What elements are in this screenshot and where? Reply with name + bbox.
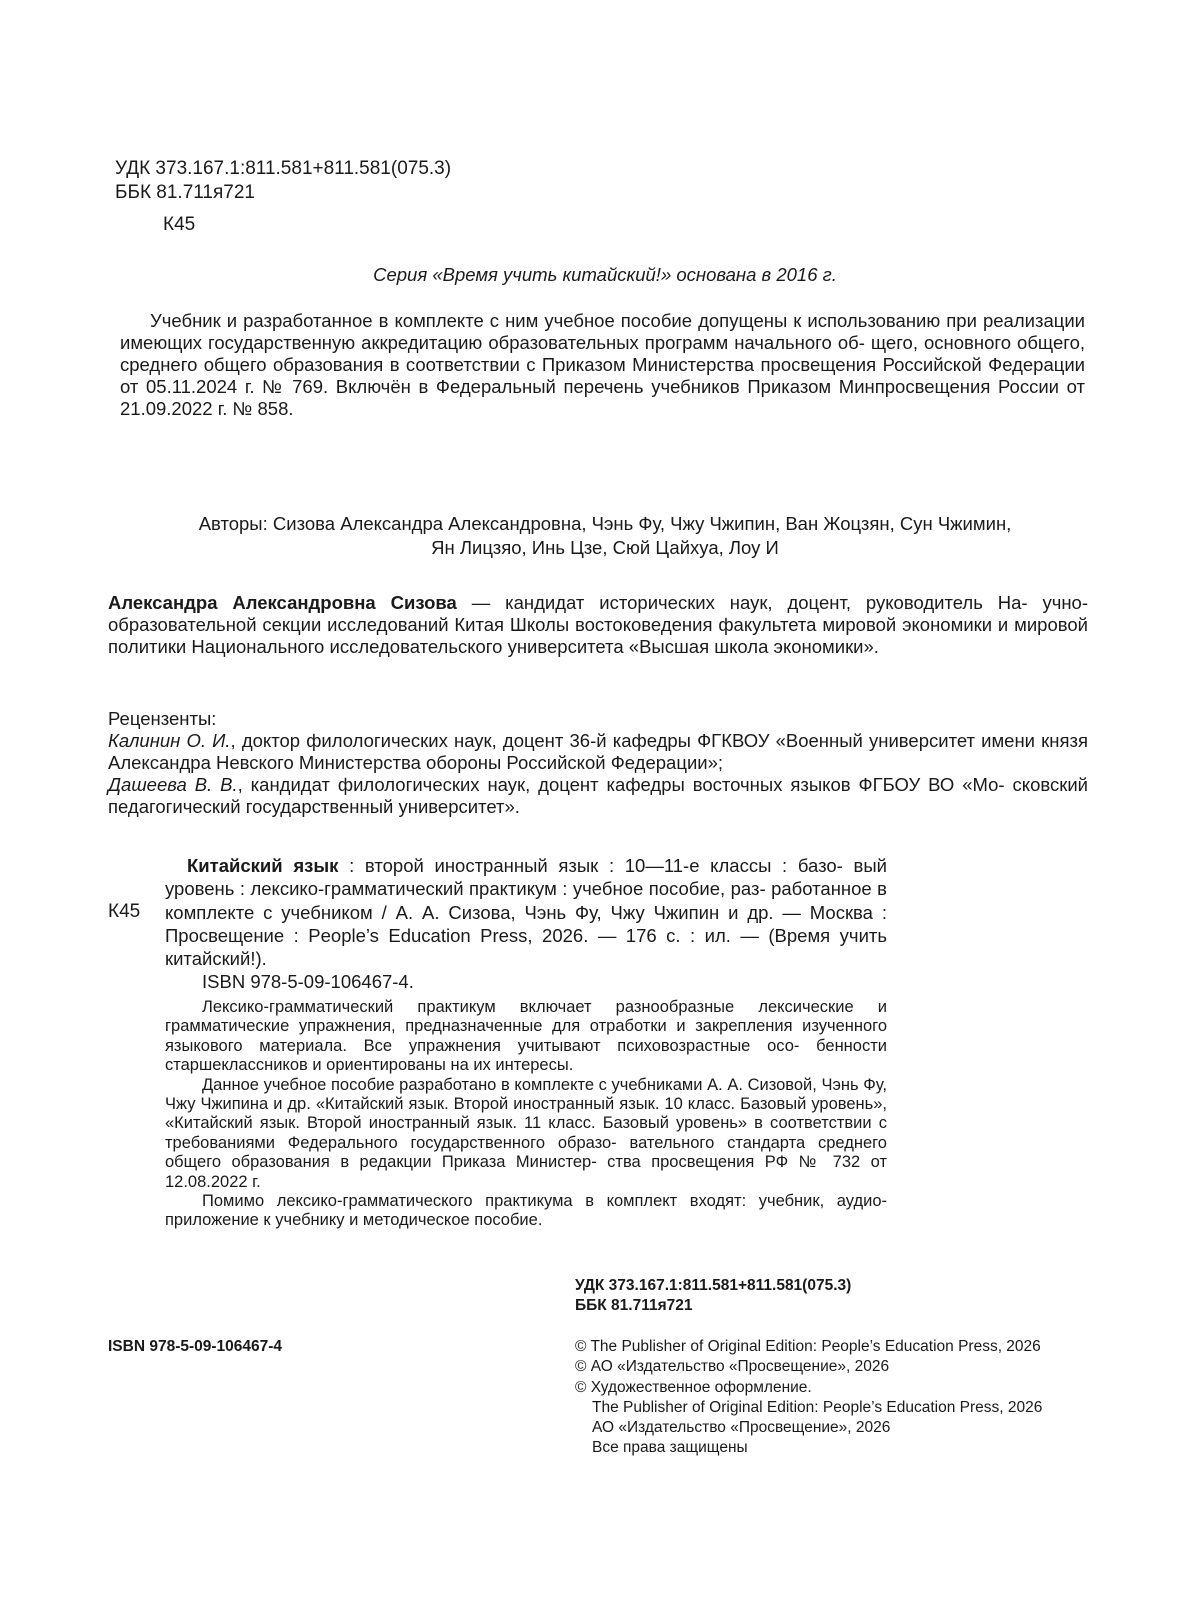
annotation-paragraph: Лексико-грамматический практикум включает разнообразные лексические и грамматические упражнения, предназначенные для отработки и закрепления изученного языкового материала. Все упражнения учитывают психовозрастные осо- бенности старшеклассников и ориентированы на их интересы. [165, 998, 887, 1075]
reviewers-heading: Рецензенты: [108, 708, 217, 729]
reviewer-1: Калинин О. И., доктор филологических наук, доцент 36-й кафедры ФГКВОУ «Военный университет имени князя Александра Невского Министерства обороны Российской Федерации»; [108, 730, 1088, 773]
approval-paragraph: Учебник и разработанное в комплекте с ним учебное пособие допущены к использованию при реализации имеющих государственную аккредитацию образовательных программ начального об- щего, основного общего, среднего общего образования в соответствии с Приказом Министерства просвещения Российской Федерации от 05.11.2024 г. № 769. Включён в Федеральный перечень учебников Приказом Минпросвещения России от 21.09.2022 г. № 858. [120, 310, 1086, 419]
footer-classification [575, 1276, 851, 1316]
annotation [165, 998, 887, 1231]
annotation-paragraph: Помимо лексико-грамматического практикума в комплект входят: учебник, аудио- приложение к учебнику и методическое пособие. [165, 1192, 887, 1230]
book-title: Китайский язык [187, 855, 339, 876]
classification-block [115, 157, 451, 237]
reviewers-block [108, 708, 1088, 818]
footer-udk: УДК 373.167.1:811.581+811.581(075.3) [575, 1277, 852, 1294]
series-note: Серия «Время учить китайский!» основана в 2016 г. [373, 264, 837, 285]
bbk-code: ББК 81.711я721 [115, 182, 255, 203]
authors-list: Авторы: Сизова Александра Александровна, Чэнь Фу, Чжу Чжипин, Ван Жоцзян, Сун Чжимин, Ян Лицзяо, Инь Цзе, Сюй Цайхуа, Лоу И [198, 513, 1012, 558]
footer-bbk: ББК 81.711я721 [575, 1297, 693, 1314]
author-bio: Александра Александровна Сизова — кандидат исторических наук, доцент, руководитель На- учно-образовательной секции исследований Китая Школы востоковедения факультета мировой экономики и мировой политики Национального исследовательского университета «Высшая школа экономики». [108, 592, 1089, 657]
udk-code: УДК 373.167.1:811.581+811.581(075.3) [115, 158, 452, 179]
bibliographic-record: Китайский язык : второй иностранный язык : 10—11-е классы : базо- вый уровень : лексико-грамматический практикум : учебное пособие, раз- работанное в комплекте с учебником / А. А. Сизова, Чэнь Фу, Чжу Чжипин и др. — Москва : Просвещение : People’s Education Press, 2026. — 176 с. : ил. — (Время учить китайский!). ISBN 978-5-09-106467-4. [165, 855, 888, 993]
bibliographic-author-mark: К45 [108, 901, 141, 922]
author-mark: К45 [163, 214, 196, 235]
bio-name: Александра Александровна Сизова [108, 592, 457, 613]
bibliographic-isbn: ISBN 978-5-09-106467-4. [202, 971, 414, 993]
annotation-paragraph: Данное учебное пособие разработано в комплекте с учебниками А. А. Сизовой, Чэнь Фу, Чжу Чжипина и др. «Китайский язык. Второй иностранный язык. 10 класс. Базовый уровень», «Китайский язык. Второй иностранный язык. 11 класс. Базовый уровень» в соответствии с требованиями Федерального государственного образо- вательного стандарта среднего общего образования в редакции Приказа Министер- ства просвещения РФ № 732 от 12.08.2022 г. [165, 1075, 888, 1191]
copyright-block: © The Publisher of Original Edition: People’s Education Press, 2026 © АО «Издательство «Просвещение», 2026 © Художественное оформление. The Publisher of Original Edition: People’s Education Press, 2026 АО «Издательство «Просвещение», 2026 Все права защищены [575, 1338, 1043, 1457]
footer-isbn: ISBN 978-5-09-106467-4 [108, 1338, 283, 1355]
reviewer-2: Дашеева В. В., кандидат филологических наук, доцент кафедры восточных языков ФГБОУ ВО «Мо- сковский педагогический государственный университет». [108, 774, 1088, 817]
